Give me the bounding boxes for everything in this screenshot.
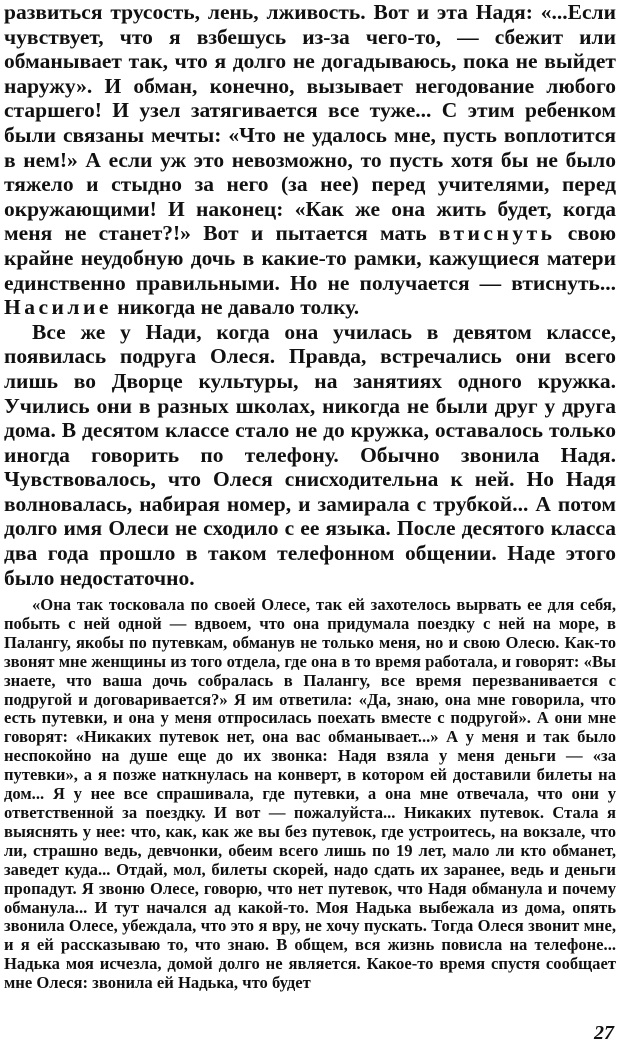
paragraph-1-part-3: никогда не давало толку. [111, 295, 360, 320]
paragraph-1-part-2: свою крайне неудобную дочь в какие-то рамки, кажущиеся матери единственно правильными. Но не получается — втиснуть... [4, 221, 616, 295]
emphasis-nasilie: Насилие [4, 295, 112, 320]
paragraph-1 [4, 0, 616, 320]
emphasis-vtisnut: втиснуть [438, 221, 556, 246]
main-text-block [4, 0, 616, 590]
quote-block [4, 596, 616, 993]
quote-paragraph: «Она так тосковала по своей Олесе, так ей захотелось вырвать ее для себя, побыть с ней одной — вдвоем, что она придумала поездку с ней на море, в Палангу, якобы по путевкам, обманув не только меня, но и свою Олесю. Как-то звонят мне женщины из того отдела, где она в то время работала, и говорят: «Вы знаете, что ваша дочь собралась в Палангу, все время перезванивается с подругой и договаривается?» Я им ответила: «Да, знаю, она мне говорила, что есть путевки, и она у меня отпросилась поехать вместе с подругой». А они мне говорят: «Никаких путевок нет, она вас обманывает...» А у меня и так было неспокойно на душе еще до их звонка: Надя взяла у меня деньги — «за путевки», а я позже наткнулась на конверт, в котором ей доставили билеты на дом... Я у нее все спрашивала, где путевки, а она мне отвечала, что они у ответственной за поездку. И вот — пожалуйста... Никаких путевок. Стала я выяснять у нее: что, как, как же вы без путевок, где устроитесь, на вокзале, что ли, страшно ведь, девчонки, обеим всего лишь по 19 лет, мало ли кто обманет, заведет куда... Отдай, мол, билеты скорей, надо сдать их заранее, ведь и деньги пропадут. Я звоню Олесе, говорю, что нет путевок, что Надя обманула и почему обманула... И тут начался ад какой-то. Моя Надька выбежала из дома, опять звонила Олесе, убеждала, что это я вру, не хочу пускать. Тогда Олеся звонит мне, и я ей рассказываю то, что знаю. В общем, вся жизнь повисла на телефоне... Надька моя исчезла, домой долго не является. Какое-то время спустя сообщает мне Олеся: звонила ей Надька, что будет [4, 595, 616, 993]
paragraph-2: Все же у Нади, когда она училась в девятом классе, появилась подруга Олеся. Правда, встречались они всего лишь во Дворце культуры, на занятиях одного кружка. Учились они в разных школах, никогда не были друг у друга дома. В десятом классе стало не до кружка, оставалось только иногда говорить по телефону. Обычно звонила Надя. Чувствовалось, что Олеся снисходительна к ней. Но Надя волновалась, набирая номер, и замирала с трубкой... А потом долго имя Олеси не сходило с ее языка. После десятого класса два года прошло в таком телефонном общении. Наде этого было недостаточно. [4, 319, 616, 590]
paragraph-1-part-1: развиться трусость, лень, лживость. Вот и эта Надя: «...Если чувствует, что я взбешусь из-за чего-то, — сбежит или обманывает так, что я долго не догадываюсь, пока не выйдет наружу». И обман, конечно, вызывает негодование любого старшего! И узел затягивается все туже... С этим ребенком были связаны мечты: «Что не удалось мне, пусть воплотится в нем!» А если уж это невозможно, то пусть хотя бы не было тяжело и стыдно за него (за нее) перед учителями, перед окружающими! И наконец: «Как же она жить будет, когда меня не станет?!» Вот и пытается мать [4, 0, 616, 246]
page-number: 27 [594, 1022, 614, 1044]
